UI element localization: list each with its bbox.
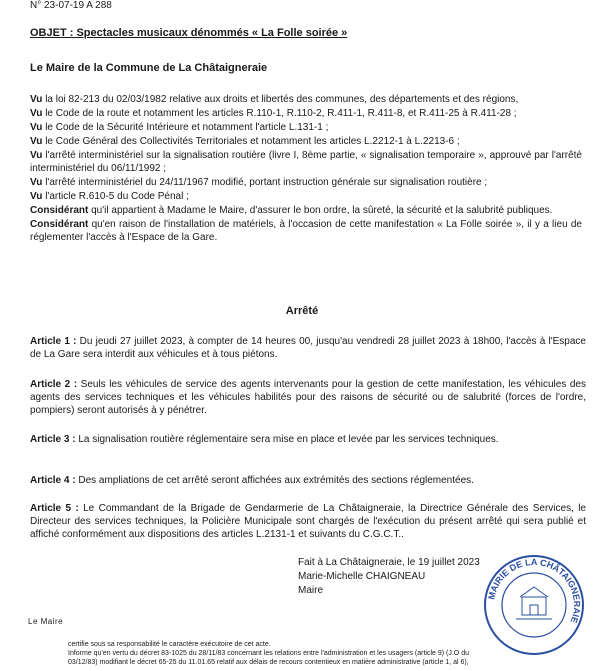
signature-name: Marie-Michelle CHAIGNEAU — [298, 571, 426, 582]
footer-notice — [68, 640, 598, 667]
article-4 — [30, 474, 586, 487]
vu-label: Vu — [30, 94, 43, 105]
considerant-item — [30, 204, 582, 217]
footer-line: Informe qu'en vertu du décret 83-1025 du 28/11/83 concernant les relations entre l'administration et les usagers (article 9) (J.O du — [68, 650, 469, 657]
article-text: Du jeudi 27 juillet 2023, à compter de 14 heures 00, jusqu'au vendredi 28 juillet 2023 à 18h00, l'accès à l'Espace de La Gare sera interdit aux véhicules et à tous piétons. — [30, 336, 586, 360]
vu-text: le Code de la Sécurité Intérieure et notamment l'article L.131-1 ; — [42, 122, 329, 133]
considerant-label: Considérant — [30, 205, 89, 216]
maire-title: Le Maire de la Commune de La Châtaigneraie — [30, 62, 268, 74]
svg-text:MAIRIE DE LA CHÂTAIGNERAIE — [486, 557, 582, 625]
article-label: Article 2 : — [30, 379, 78, 390]
considerant-text: qu'en raison de l'installation de matériels, à l'occasion de cette manifestation « La Folle soirée », il y a lieu de réglementer l'accès à l'Espace de la Gare. — [30, 219, 582, 243]
stamp-text: MAIRIE DE LA CHÂTAIGNERAIE — [486, 556, 583, 625]
article-5 — [30, 502, 586, 541]
signature-place-date: Fait à La Châtaigneraie, le 19 juillet 2023 — [298, 557, 480, 568]
vu-text: le Code de la route et notamment les articles R.110-1, R.110-2, R.411-1, R.411-8, et R.411-25 à R.411-28 ; — [42, 108, 517, 119]
vu-item — [30, 135, 582, 148]
vu-label: Vu — [30, 177, 43, 188]
vu-text: le Code Général des Collectivités Territoriales et notamment les articles L.2212-1 à L.2213-6 ; — [42, 136, 460, 147]
vu-label: Vu — [30, 150, 43, 161]
vu-item — [30, 107, 582, 120]
vu-text: l'arrêté interministériel sur la signalisation routière (livre I, 8ème partie, « signalisation temporaire », approuvé par l'arrêté interministériel du 06/11/1992 ; — [30, 150, 582, 174]
reference-number: N° 23-07-19 A 288 — [30, 0, 112, 11]
footer-line: 03/12/83) modifiant le décret 65-25 du 11.01.65 relatif aux délais de recours contentieux en matière administrative (article 1, al 6), — [68, 659, 469, 666]
arrete-heading: Arrêté — [285, 305, 319, 317]
vu-text: l'arrêté interministériel du 24/11/1967 modifié, portant instruction générale sur signalisation routière ; — [42, 177, 488, 188]
article-label: Article 3 : — [30, 434, 76, 445]
article-3 — [30, 433, 586, 446]
vu-label: Vu — [30, 136, 43, 147]
vu-item — [30, 190, 582, 203]
vu-considerant-list — [30, 93, 582, 245]
article-text: Le Commandant de la Brigade de Gendarmerie de La Châtaigneraie, la Directrice Générale des Services, le Directeur des services techniques, la Policière Municipale sont chargés de l'exécution du présent arrêté qui sera publié et affiché conformément aux dispositions des articles L.2131-1 et suivants du C.G.C.T.. — [30, 503, 586, 540]
article-text: Seuls les véhicules de service des agents intervenants pour la gestion de cette manifestation, les véhicules des agents des services techniques et les véhicules habilités pour des raisons de sécurité ou de salubrité (forces de l'ordre, pompiers) seront autorisés à y pénétrer. — [30, 379, 586, 416]
article-label: Article 1 : — [30, 336, 77, 347]
footer-line: certifie sous sa responsabilité le caractère exécutoire de cet acte. — [68, 641, 271, 648]
article-text: Des ampliations de cet arrêté seront affichées aux extrémités des sections réglementées. — [75, 475, 474, 486]
vu-item — [30, 176, 582, 189]
vu-item — [30, 149, 582, 175]
considerant-text: qu'il appartient à Madame le Maire, d'assurer le bon ordre, la sûreté, la sécurité et la salubrité publiques. — [88, 205, 553, 216]
vu-text: l'article R.610-5 du Code Pénal ; — [42, 191, 189, 202]
vu-label: Vu — [30, 191, 43, 202]
vu-item — [30, 93, 582, 106]
article-1 — [30, 335, 586, 361]
considerant-item — [30, 218, 582, 244]
article-label: Article 5 : — [30, 503, 79, 514]
considerant-label: Considérant — [30, 219, 89, 230]
vu-label: Vu — [30, 122, 43, 133]
vu-label: Vu — [30, 108, 43, 119]
le-maire-label: Le Maire — [28, 617, 64, 626]
article-2 — [30, 378, 586, 417]
article-label: Article 4 : — [30, 475, 76, 486]
vu-item — [30, 121, 582, 134]
signature-role: Maire — [298, 585, 324, 596]
vu-text: la loi 82-213 du 02/03/1982 relative aux droits et libertés des communes, des départements et des régions, — [42, 94, 519, 105]
objet-heading: OBJET : Spectacles musicaux dénommés « La Folle soirée » — [30, 27, 348, 39]
article-text: La signalisation routière réglementaire sera mise en place et levée par les services techniques. — [75, 434, 499, 445]
